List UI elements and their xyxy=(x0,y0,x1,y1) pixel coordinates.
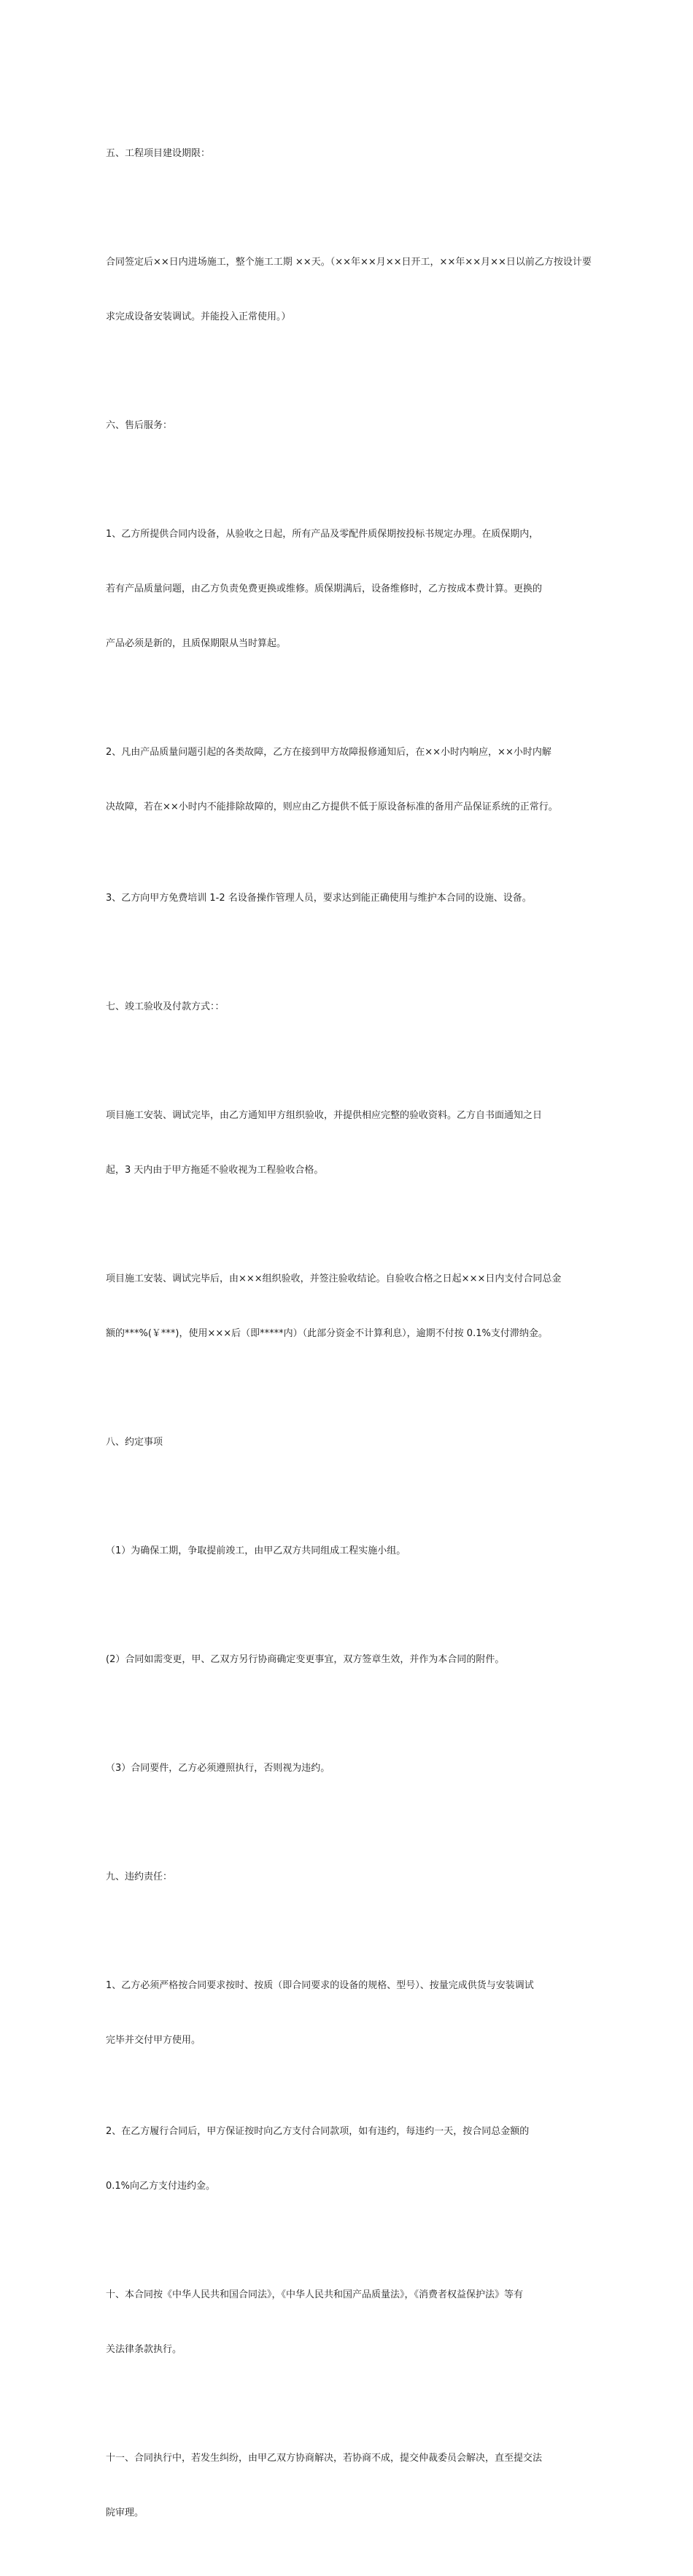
text-line: 产品必须是新的，且质保期限从当时算起。 xyxy=(106,638,287,649)
section-8-item-2 xyxy=(106,1614,595,1705)
text-line: 七、竣工验收及付款方式：： xyxy=(106,1001,225,1012)
text-line: （1）为确保工期，争取提前竣工，由甲乙双方共同组成工程实施小组。 xyxy=(106,1545,406,1556)
text-line: 决故障，若在××小时内不能排除故障的，则应由乙方提供不低于原设备标准的备用产品保证系统的正常行。 xyxy=(106,802,558,812)
section-8-item-3 xyxy=(106,1723,595,1814)
section-7-heading xyxy=(106,961,595,1052)
text-line: 3、乙方向甲方免费培训 1-2 名设备操作管理人员，要求达到能正确使用与维护本合同的设施、设备。 xyxy=(106,893,532,904)
text-line: 十、本合同按《中华人民共和国合同法》，《中华人民共和国产品质量法》，《消费者权益保护法》等有 xyxy=(106,2289,524,2300)
section-11-paragraph xyxy=(106,2413,595,2558)
section-9-heading xyxy=(106,1831,595,1923)
section-5-paragraph xyxy=(106,217,595,362)
section-10-paragraph xyxy=(106,2249,595,2395)
section-7-paragraph-2 xyxy=(106,1233,595,1379)
section-6-item-3 xyxy=(106,853,595,944)
text-line: 2、凡由产品质量问题引起的各类故障，乙方在接到甲方故障报修通知后，在××小时内响应，××小时内解 xyxy=(106,747,551,758)
contract-page xyxy=(106,108,595,2576)
text-line: 六、售后服务： xyxy=(106,420,173,431)
text-line: 项目施工安装、调试完毕，由乙方通知甲方组织验收，并提供相应完整的验收资料。乙方自书面通知之日 xyxy=(106,1110,543,1121)
text-line: 九、违约责任： xyxy=(106,1871,173,1882)
text-line: 八、约定事项 xyxy=(106,1437,163,1448)
text-line: 合同签定后××日内进场施工，整个施工工期 ××天。（××年××月××日开工，××年××月××日以前乙方按设计要 xyxy=(106,257,592,268)
text-line: 起，3 天内由于甲方拖延不验收视为工程验收合格。 xyxy=(106,1165,324,1176)
text-line: 关法律条款执行。 xyxy=(106,2344,182,2355)
text-line: 若有产品质量问题，由乙方负责免费更换或维修。质保期满后，设备维修时，乙方按成本费计算。更换的 xyxy=(106,583,543,594)
text-line: （3）合同要件，乙方必须遵照执行，否则视为违约。 xyxy=(106,1763,330,1774)
section-6-item-2 xyxy=(106,707,595,853)
text-line: 五、工程项目建设期限： xyxy=(106,148,211,159)
text-line: 项目施工安装、调试完毕后，由×××组织验收，并签注验收结论。自验收合格之日起×××日内支付合同总金 xyxy=(106,1273,562,1284)
text-line: (2）合同如需变更，甲、乙双方另行协商确定变更事宜，双方签章生效，并作为本合同的附件。 xyxy=(106,1654,505,1665)
section-5-heading xyxy=(106,108,595,199)
section-9-item-2 xyxy=(106,2086,595,2232)
text-line: 求完成设备安装调试。并能投入正常使用。） xyxy=(106,311,291,322)
section-8-heading xyxy=(106,1397,595,1488)
text-line: 2、在乙方履行合同后，甲方保证按时向乙方支付合同款项，如有违约，每违约一天，按合同总金额的 xyxy=(106,2126,530,2137)
text-line: 额的***%(￥***)，使用×××后（即*****内）（此部分资金不计算利息），逾期不付按 0.1%支付滞纳金。 xyxy=(106,1328,548,1339)
section-6-heading xyxy=(106,380,595,471)
section-6-item-1 xyxy=(106,489,595,689)
text-line: 1、乙方必须严格按合同要求按时、按质（即合同要求的设备的规格、型号）、按量完成供货与安装调试 xyxy=(106,1980,534,1991)
text-line: 十一、合同执行中，若发生纠纷，由甲乙双方协商解决，若协商不成，提交仲裁委员会解决，直至提交法 xyxy=(106,2453,543,2464)
section-8-item-1 xyxy=(106,1505,595,1597)
text-line: 院审理。 xyxy=(106,2507,144,2518)
text-line: 1、乙方所提供合同内设备，从验收之日起，所有产品及零配件质保期按投标书规定办理。在质保期内， xyxy=(106,529,539,540)
text-line: 0.1%向乙方支付违约金。 xyxy=(106,2181,216,2192)
section-7-paragraph-1 xyxy=(106,1070,595,1216)
text-line: 完毕并交付甲方使用。 xyxy=(106,2035,201,2046)
section-9-item-1 xyxy=(106,1940,595,2086)
